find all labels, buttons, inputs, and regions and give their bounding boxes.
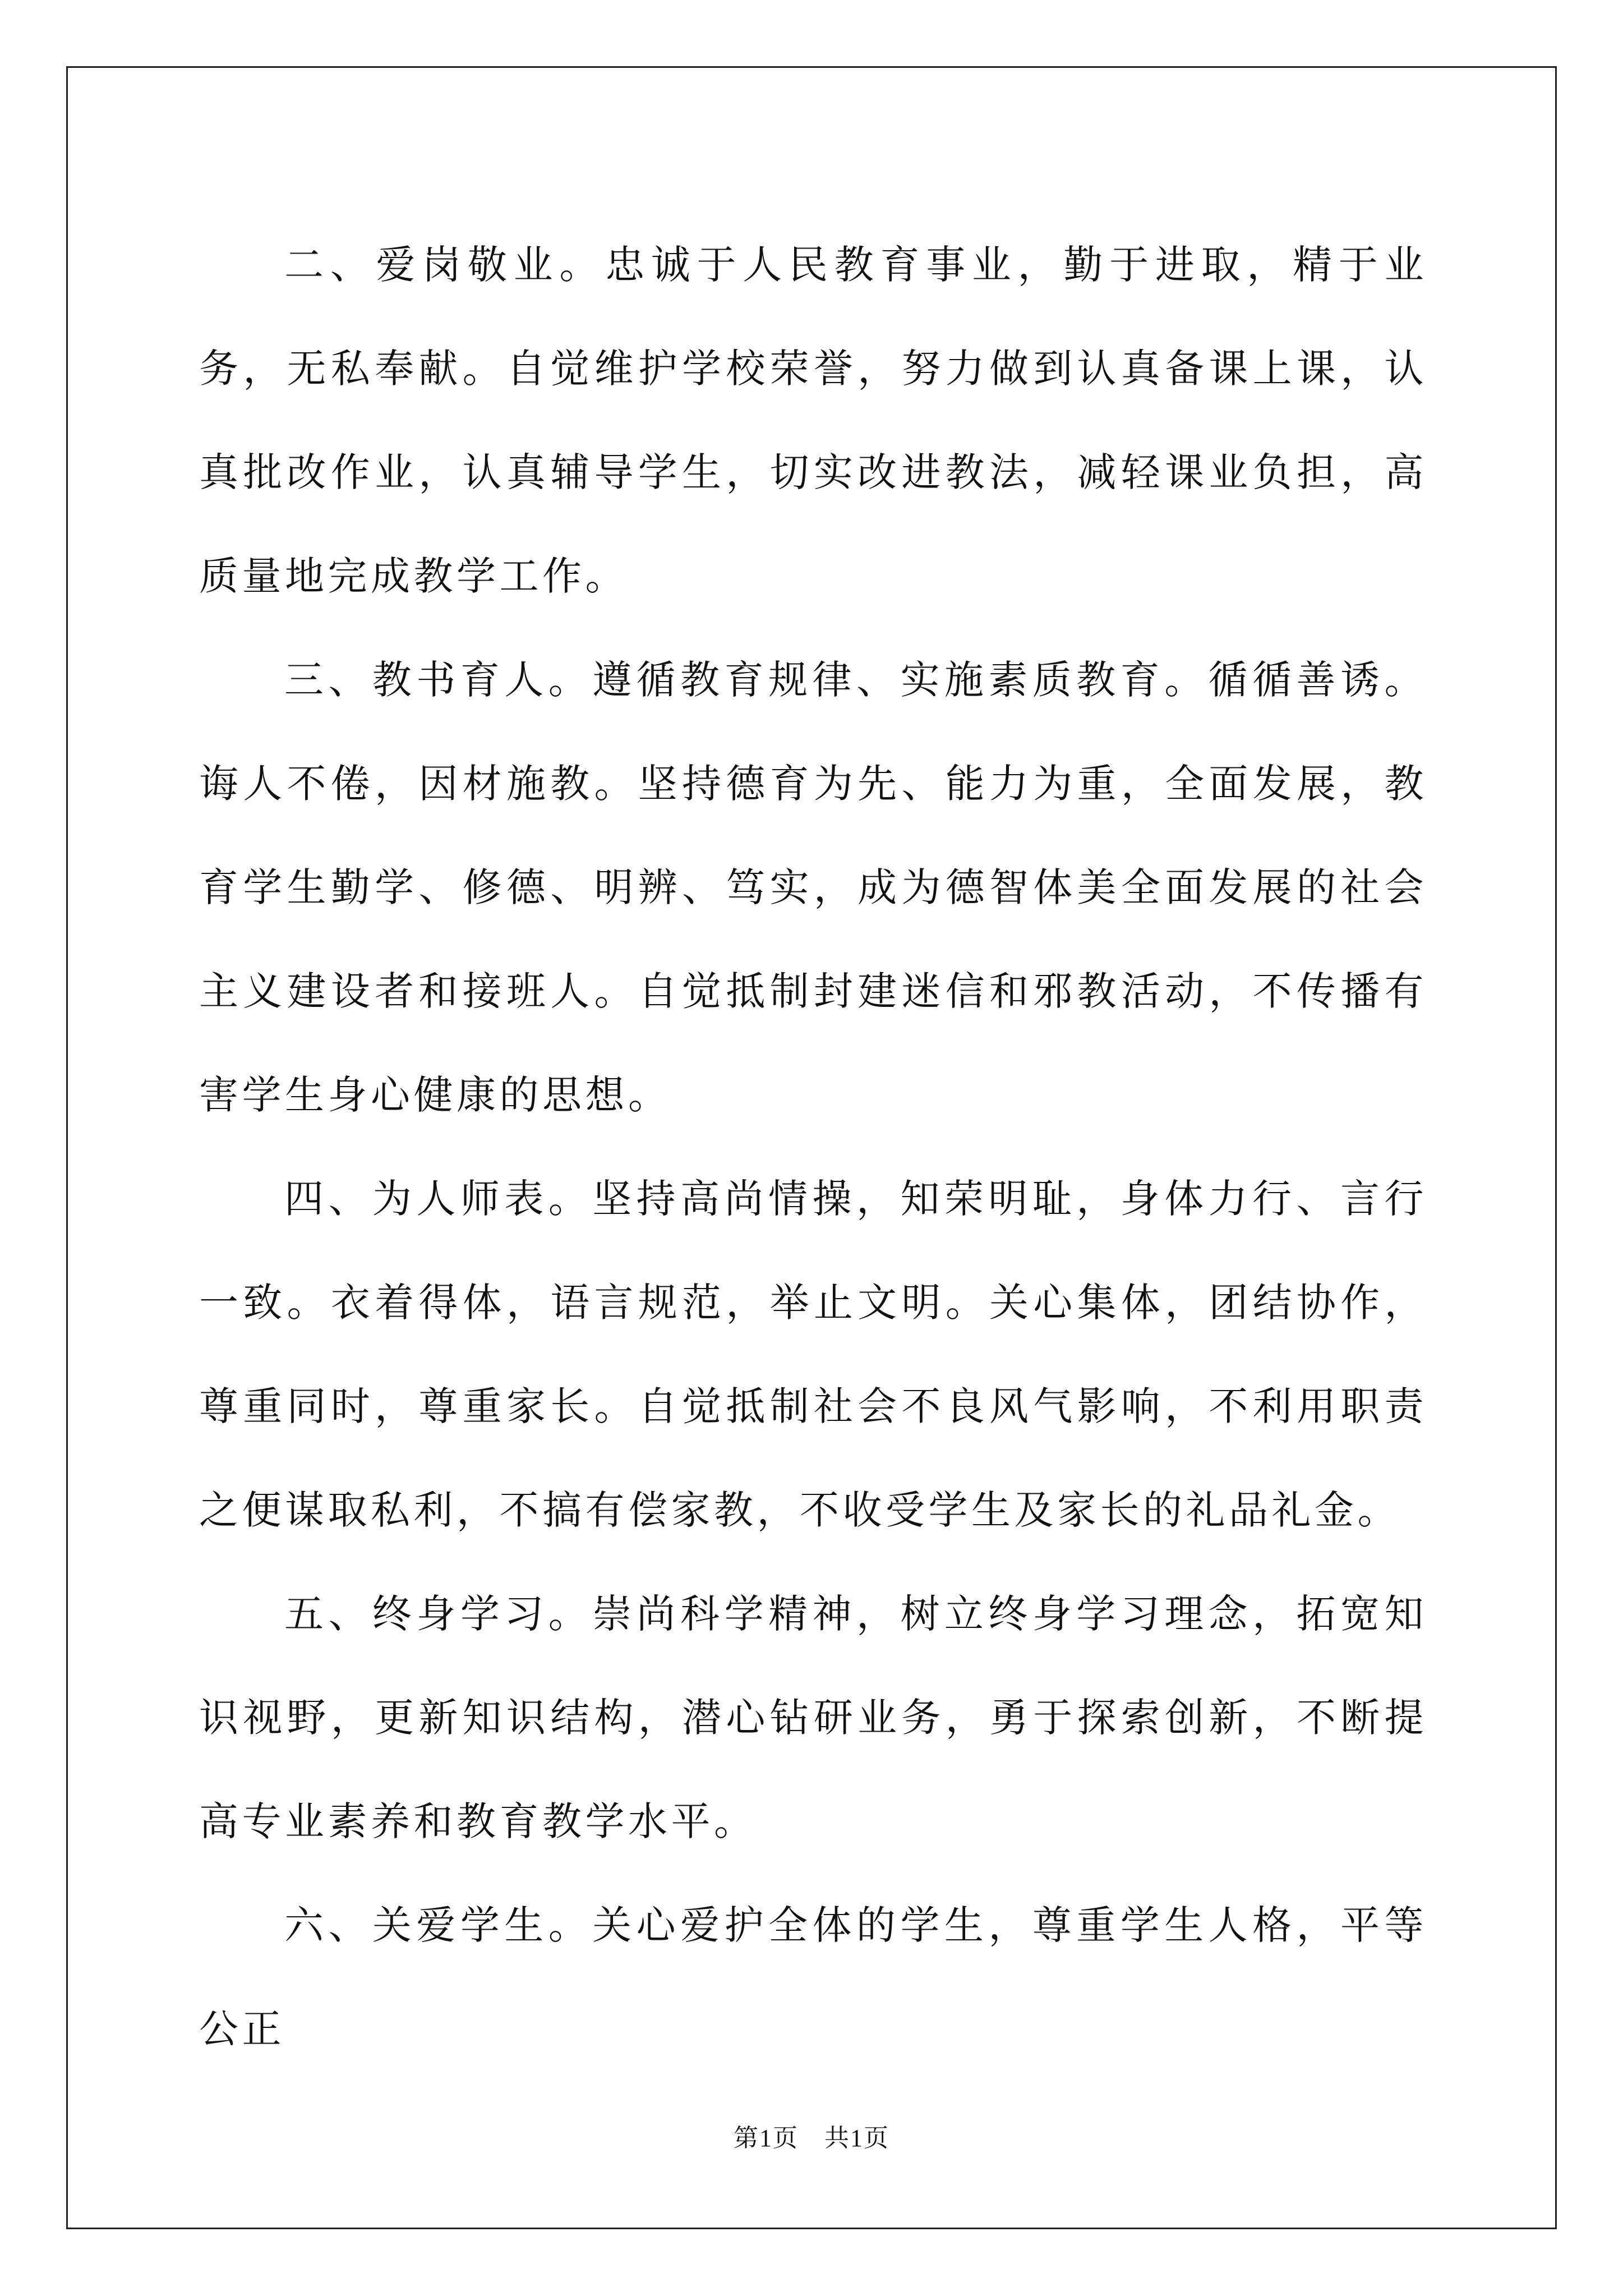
paragraph-wei-ren-shi-biao: 四、为人师表。坚持高尚情操，知荣明耻，身体力行、言行一致。衣着得体，语言规范，举止文明。关心集体，团结协作，尊重同时，尊重家长。自觉抵制社会不良风气影响，不利用职责之便谋取私利，不搞有偿家教，不收受学生及家长的礼品礼金。: [199, 1176, 1427, 1533]
paragraph-guan-ai-xue-sheng: 六、关爱学生。关心爱护全体的学生，尊重学生人格，平等公正: [199, 1902, 1427, 2052]
paragraph-ai-gang-jing-ye: 二、爱岗敬业。忠诚于人民教育事业，勤于进取，精于业务，无私奉献。自觉维护学校荣誉，努力做到认真备课上课，认真批改作业，认真辅导学生，切实改进教法，减轻课业负担，高质量地完成教学工作。: [199, 242, 1427, 599]
paragraph-jiao-shu-yu-ren: 三、教书育人。遵循教育规律、实施素质教育。循循善诱。诲人不倦，因材施教。坚持德育为先、能力为重，全面发展，教育学生勤学、修德、明辨、笃实，成为德智体美全面发展的社会主义建设者和接班人。自觉抵制封建迷信和邪教活动，不传播有害学生身心健康的思想。: [199, 657, 1427, 1118]
document-body: [199, 213, 1427, 2081]
page-number-footer: 第1页 共1页: [734, 2124, 889, 2152]
paragraph-zhong-shen-xue-xi: 五、终身学习。崇尚科学精神，树立终身学习理念，拓宽知识视野，更新知识结构，潜心钻研业务，勇于探索创新，不断提高专业素养和教育教学水平。: [199, 1591, 1427, 1844]
